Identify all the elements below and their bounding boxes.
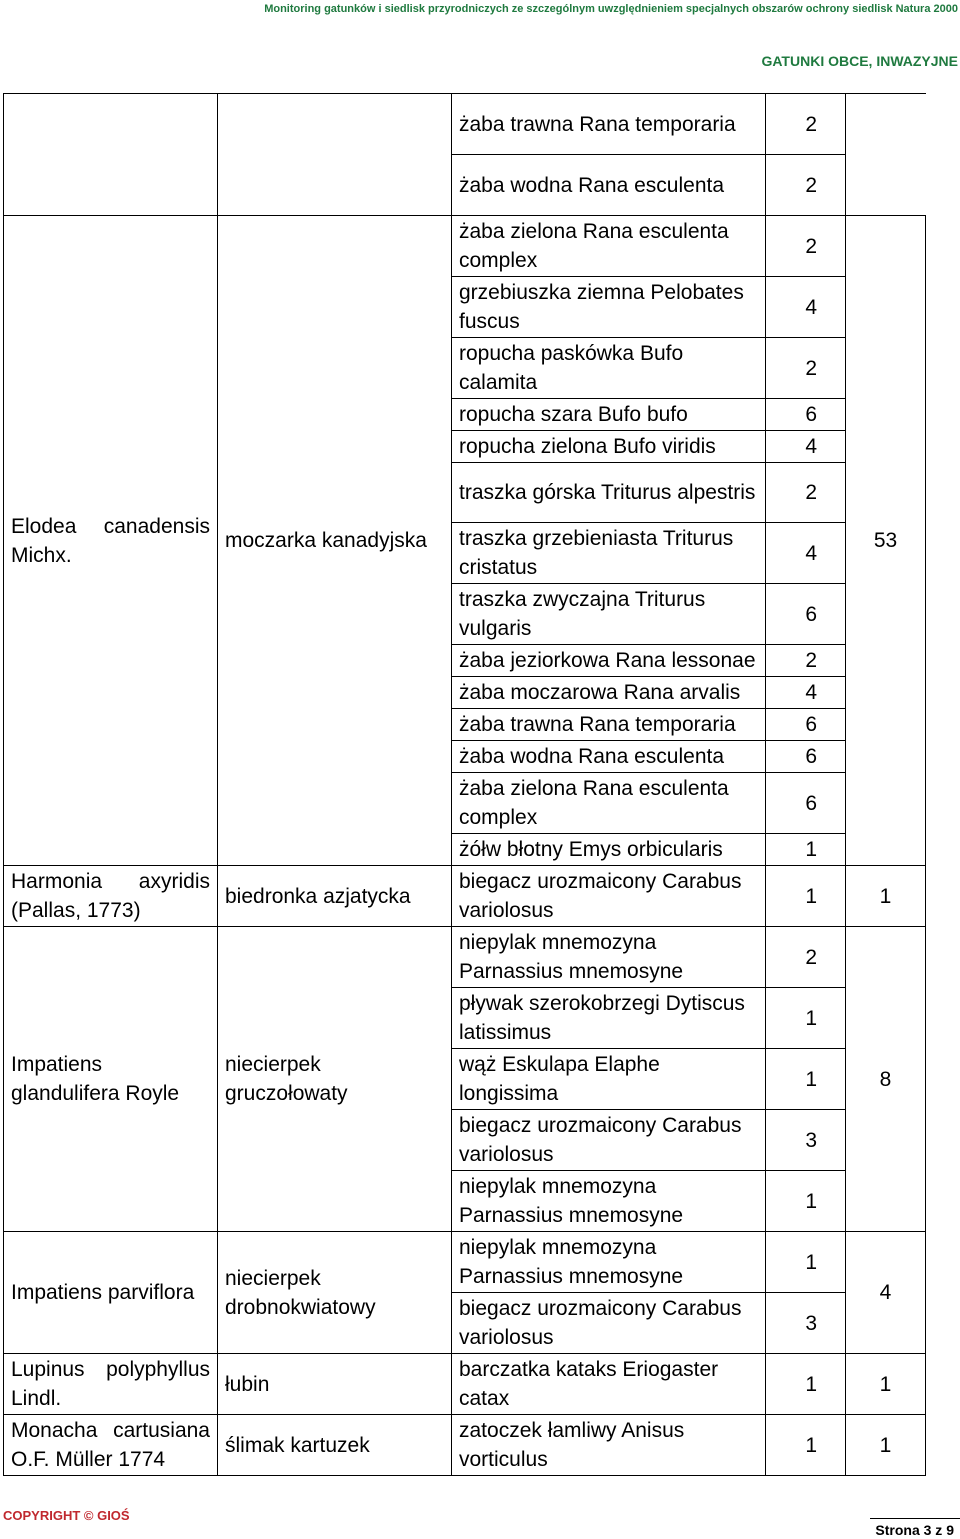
count-cell: 6 <box>766 399 846 431</box>
count-cell: 1 <box>766 866 846 927</box>
footer-divider <box>870 1518 960 1519</box>
impacted-species-cell: ropucha zielona Bufo viridis <box>452 431 766 463</box>
count-cell: 6 <box>766 773 846 834</box>
count-cell: 2 <box>766 94 846 155</box>
count-cell: 1 <box>766 834 846 866</box>
table-row <box>4 94 926 155</box>
polish-name-cell: biedronka azjatycka <box>218 866 452 927</box>
impacted-species-cell: pływak szerokobrzegi Dytiscus latissimus <box>452 988 766 1049</box>
count-cell: 3 <box>766 1293 846 1354</box>
count-cell: 4 <box>766 431 846 463</box>
copyright-text: COPYRIGHT © GIOŚ <box>3 1508 130 1523</box>
impacted-species-cell: traszka zwyczajna Triturus vulgaris <box>452 584 766 645</box>
impacted-species-cell: biegacz urozmaicony Carabus variolosus <box>452 866 766 927</box>
count-cell: 2 <box>766 927 846 988</box>
table-row <box>4 1232 926 1293</box>
alien-species-cell: Impatiens parviflora <box>4 1232 218 1354</box>
impacted-species-cell: traszka grzebieniasta Triturus cristatus <box>452 523 766 584</box>
impacted-species-cell: żaba wodna Rana esculenta <box>452 155 766 216</box>
impacted-species-cell: żaba jeziorkowa Rana lessonae <box>452 645 766 677</box>
count-cell: 2 <box>766 645 846 677</box>
count-cell: 1 <box>766 988 846 1049</box>
count-cell: 4 <box>766 677 846 709</box>
impacted-species-cell: barczatka kataks Eriogaster catax <box>452 1354 766 1415</box>
page-number: Strona 3 z 9 <box>875 1522 954 1538</box>
alien-species-cell: Impatiens glandulifera Royle <box>4 927 218 1232</box>
species-table <box>3 93 926 1476</box>
count-cell: 3 <box>766 1110 846 1171</box>
empty-cell <box>218 94 452 216</box>
total-cell: 1 <box>846 1415 926 1476</box>
total-cell: 1 <box>846 1354 926 1415</box>
total-cell: 1 <box>846 866 926 927</box>
count-cell: 4 <box>766 523 846 584</box>
total-cell: 53 <box>846 216 926 866</box>
impacted-species-cell: żaba zielona Rana esculenta complex <box>452 773 766 834</box>
impacted-species-cell: biegacz urozmaicony Carabus variolosus <box>452 1110 766 1171</box>
impacted-species-cell: niepylak mnemozyna Parnassius mnemosyne <box>452 1232 766 1293</box>
document-header-title: Monitoring gatunków i siedlisk przyrodniczych ze szczególnym uwzględnieniem specjalnych obszarów ochrony siedlisk Natura 2000 <box>264 3 958 15</box>
polish-name-cell: niecierpek gruczołowaty <box>218 927 452 1232</box>
table-row <box>4 1415 926 1476</box>
count-cell: 1 <box>766 1415 846 1476</box>
polish-name-cell: niecierpek drobnokwiatowy <box>218 1232 452 1354</box>
count-cell: 1 <box>766 1049 846 1110</box>
impacted-species-cell: żaba zielona Rana esculenta complex <box>452 216 766 277</box>
total-cell: 4 <box>846 1232 926 1354</box>
total-cell: 8 <box>846 927 926 1232</box>
polish-name-cell: łubin <box>218 1354 452 1415</box>
impacted-species-cell: żaba trawna Rana temporaria <box>452 709 766 741</box>
count-cell: 1 <box>766 1171 846 1232</box>
impacted-species-cell: zatoczek łamliwy Anisus vorticulus <box>452 1415 766 1476</box>
empty-cell <box>846 94 926 216</box>
impacted-species-cell: wąż Eskulapa Elaphe longissima <box>452 1049 766 1110</box>
empty-cell <box>4 94 218 216</box>
count-cell: 1 <box>766 1354 846 1415</box>
table-row <box>4 1354 926 1415</box>
impacted-species-cell: żaba wodna Rana esculenta <box>452 741 766 773</box>
impacted-species-cell: żaba moczarowa Rana arvalis <box>452 677 766 709</box>
count-cell: 6 <box>766 584 846 645</box>
impacted-species-cell: niepylak mnemozyna Parnassius mnemosyne <box>452 1171 766 1232</box>
impacted-species-cell: biegacz urozmaicony Carabus variolosus <box>452 1293 766 1354</box>
alien-species-cell: Elodea canadensis Michx. <box>4 216 218 866</box>
count-cell: 4 <box>766 277 846 338</box>
impacted-species-cell: ropucha paskówka Bufo calamita <box>452 338 766 399</box>
count-cell: 2 <box>766 155 846 216</box>
table-row <box>4 216 926 277</box>
count-cell: 6 <box>766 741 846 773</box>
impacted-species-cell: żaba trawna Rana temporaria <box>452 94 766 155</box>
polish-name-cell: ślimak kartuzek <box>218 1415 452 1476</box>
count-cell: 6 <box>766 709 846 741</box>
polish-name-cell: moczarka kanadyjska <box>218 216 452 866</box>
table-row <box>4 866 926 927</box>
impacted-species-cell: ropucha szara Bufo bufo <box>452 399 766 431</box>
alien-species-cell: Harmonia axyridis (Pallas, 1773) <box>4 866 218 927</box>
count-cell: 2 <box>766 216 846 277</box>
count-cell: 2 <box>766 338 846 399</box>
count-cell: 2 <box>766 463 846 523</box>
count-cell: 1 <box>766 1232 846 1293</box>
impacted-species-cell: grzebiuszka ziemna Pelobates fuscus <box>452 277 766 338</box>
alien-species-cell: Monacha cartusiana O.F. Müller 1774 <box>4 1415 218 1476</box>
impacted-species-cell: żółw błotny Emys orbicularis <box>452 834 766 866</box>
impacted-species-cell: traszka górska Triturus alpestris <box>452 463 766 523</box>
alien-species-cell: Lupinus polyphyllus Lindl. <box>4 1354 218 1415</box>
section-title: GATUNKI OBCE, INWAZYJNE <box>761 53 958 69</box>
table-row <box>4 927 926 988</box>
impacted-species-cell: niepylak mnemozyna Parnassius mnemosyne <box>452 927 766 988</box>
